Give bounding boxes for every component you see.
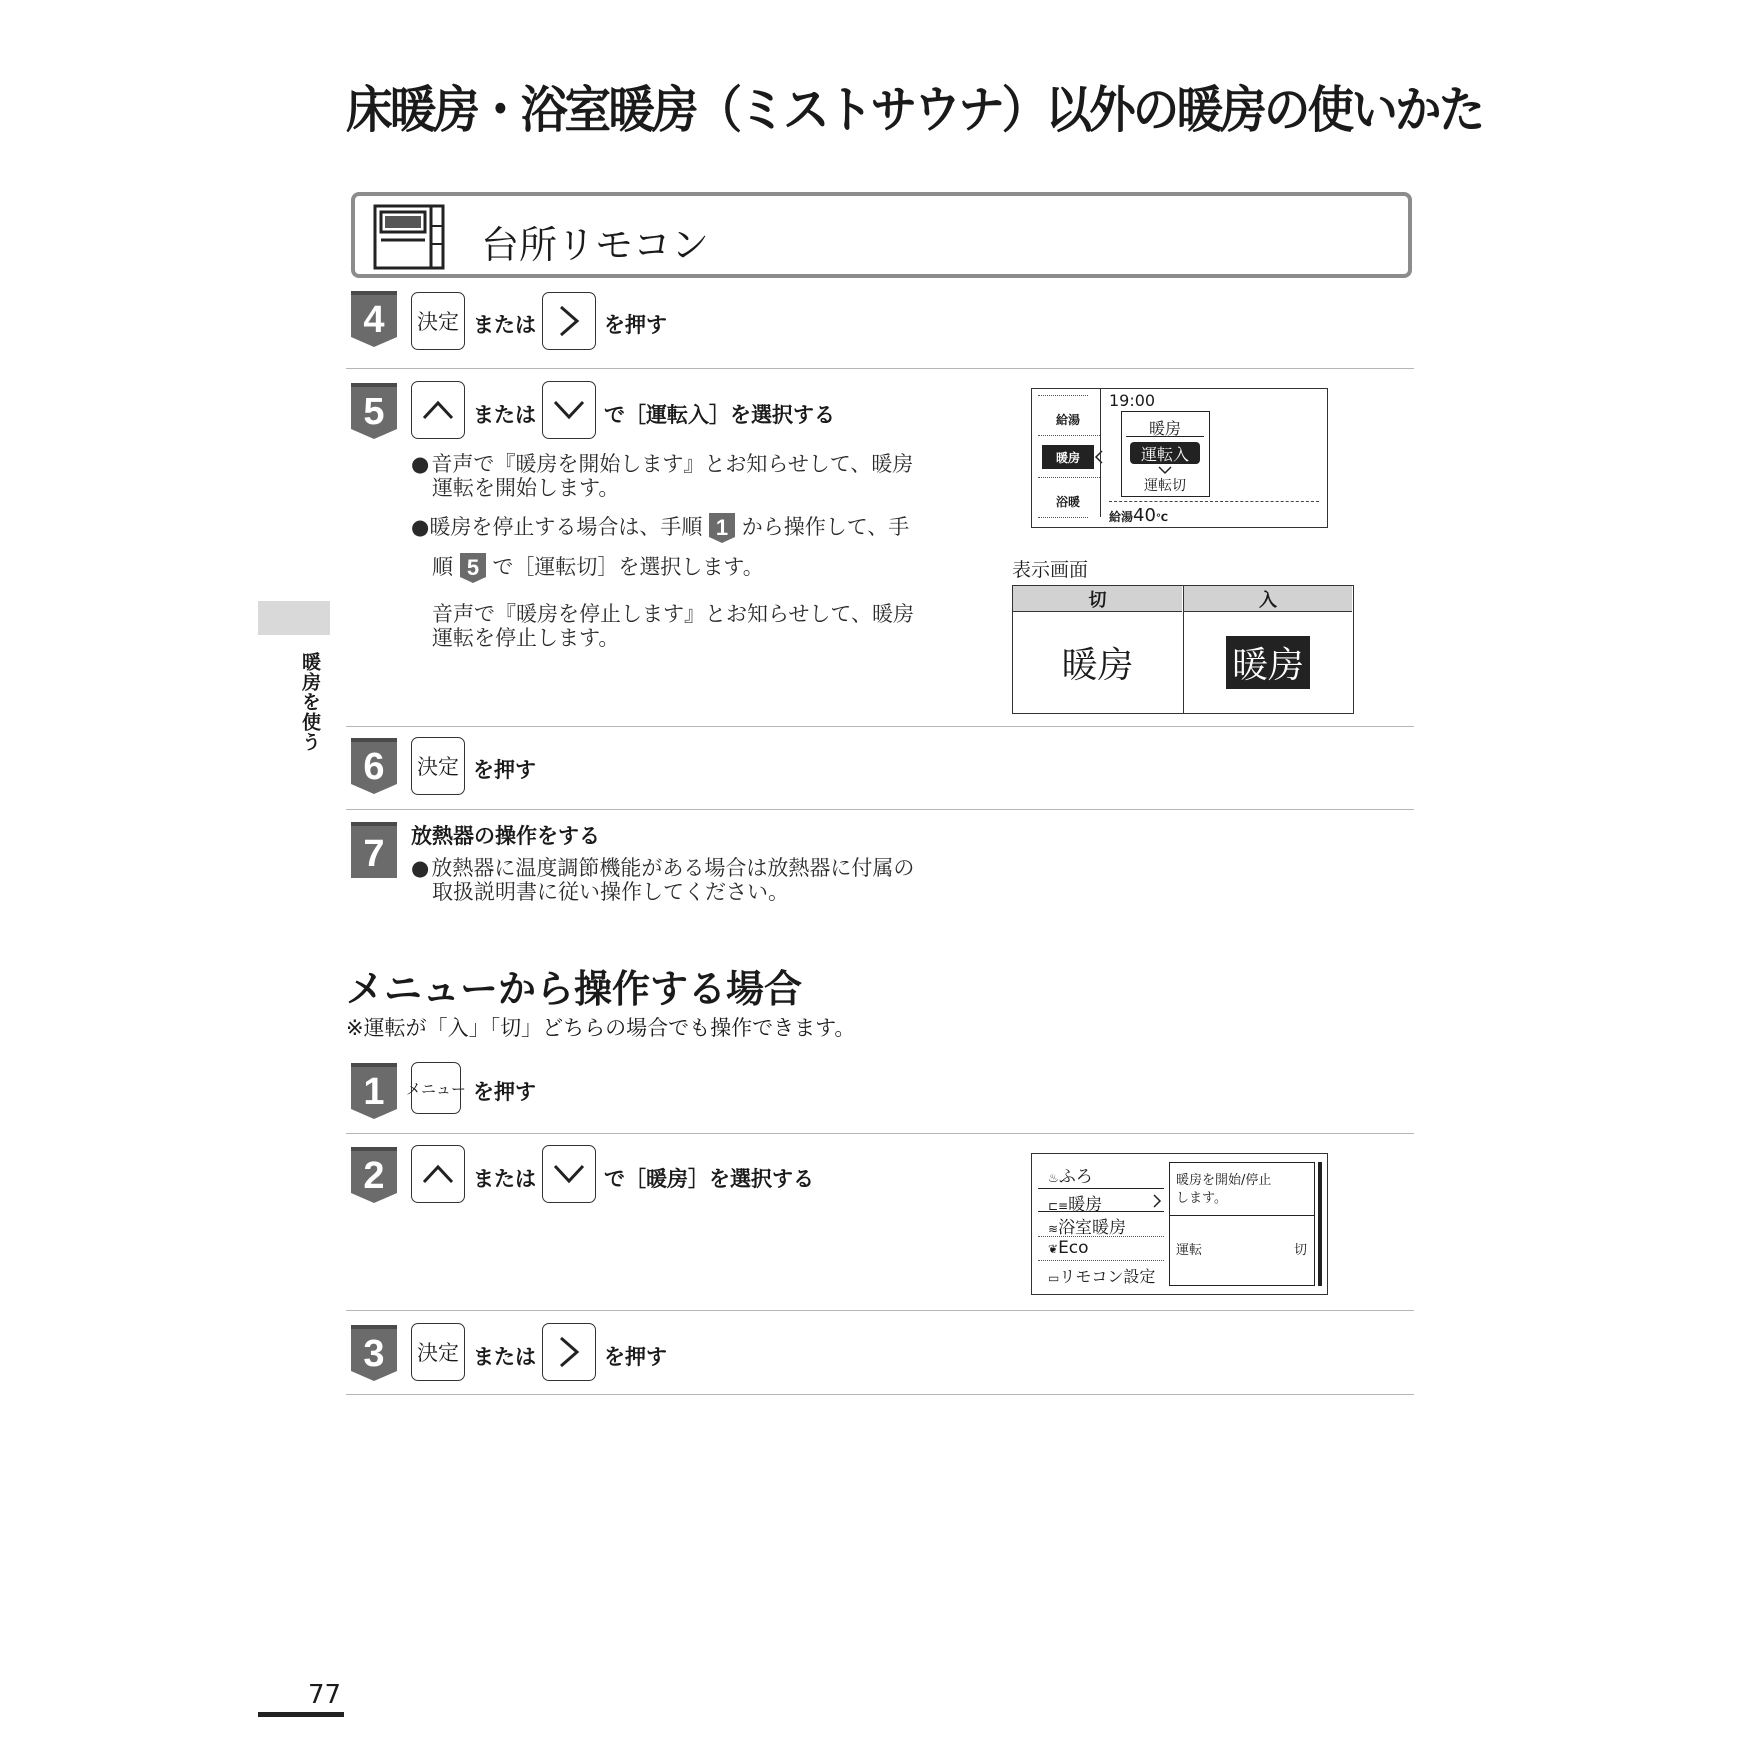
- page-title: 床暖房・浴室暖房（ミストサウナ）以外の暖房の使いかた: [346, 81, 1483, 139]
- push-label: を押す: [604, 313, 667, 337]
- up-arrow-button[interactable]: [411, 1145, 465, 1203]
- divider: [1038, 517, 1088, 518]
- or-label: または: [473, 403, 536, 427]
- step-ref-badge-5: [460, 553, 486, 583]
- table-cell-on: [1183, 612, 1352, 713]
- step7-title: 放熱器の操作をする: [411, 824, 600, 848]
- kettei-button[interactable]: 決定: [411, 1323, 465, 1381]
- step-m2-instruction: で［暖房］を選択する: [604, 1167, 814, 1191]
- divider: [1100, 389, 1101, 517]
- lcd-status-value: 切: [1294, 1243, 1308, 1258]
- right-arrow-button[interactable]: [542, 292, 596, 350]
- remote-display-screen: [1031, 388, 1328, 528]
- divider: [1038, 477, 1100, 478]
- step-badge-2: [351, 1147, 397, 1203]
- up-arrow-icon: [421, 398, 455, 422]
- step-number-4: 4: [363, 299, 385, 341]
- lcd-footer: [1109, 505, 1168, 526]
- text-run: で［運転切］を選択します。: [492, 555, 764, 579]
- step7-bullet-line1: ● 放熱器に温度調節機能がある場合は放熱器に付属の: [411, 856, 914, 880]
- lcd-popup-title: 暖房: [1148, 419, 1181, 438]
- step5-instruction: で［運転入］を選択する: [604, 403, 835, 427]
- right-arrow-icon: [557, 1335, 581, 1369]
- text-run: 順: [432, 555, 453, 579]
- bullet-icon: ●: [411, 515, 430, 539]
- divider: [346, 368, 1414, 369]
- divider: [346, 1394, 1414, 1395]
- lcd-time: 19:00: [1109, 391, 1156, 410]
- section-note: ※運転が「入」「切」どちらの場合でも操作できます。: [346, 1016, 856, 1040]
- divider: [1038, 1260, 1164, 1261]
- svg-text:1: 1: [715, 515, 729, 540]
- down-arrow-icon: [552, 398, 586, 422]
- lcd-detail-line2: します。: [1176, 1191, 1227, 1206]
- right-arrow-button[interactable]: [542, 1323, 596, 1381]
- side-tab: [258, 601, 330, 635]
- or-label: または: [473, 313, 536, 337]
- down-arrow-button[interactable]: [542, 381, 596, 439]
- step-badge-1: [351, 1063, 397, 1119]
- or-label: または: [473, 1167, 536, 1191]
- lcd-menu-item: ▭リモコン設定: [1048, 1267, 1156, 1286]
- step5-bullet1-line1: ● 音声で『暖房を開始します』とお知らせして、暖房: [411, 452, 913, 476]
- lcd-footer-label: 給湯: [1109, 510, 1134, 524]
- state-on-label: 暖房: [1226, 636, 1310, 689]
- step-number-6: 6: [363, 746, 385, 788]
- step-badge-7: [351, 822, 397, 878]
- lcd-footer-temp: 40: [1133, 505, 1156, 526]
- divider: [1038, 1236, 1164, 1237]
- push-label: を押す: [473, 1080, 536, 1104]
- lcd-menu-item-selected: ⊏≡暖房: [1038, 1188, 1164, 1212]
- side-tab-label: 暖房を使う: [299, 652, 321, 752]
- up-arrow-button[interactable]: [411, 381, 465, 439]
- page-number: 77: [308, 1680, 342, 1710]
- chevron-right-icon: [1152, 1193, 1162, 1209]
- lcd-popup: [1121, 411, 1210, 497]
- divider: [1126, 436, 1204, 437]
- lcd-detail-panel: [1169, 1162, 1315, 1286]
- remote-header: [351, 192, 1412, 278]
- step-number-2: 2: [363, 1155, 385, 1197]
- step5-bullet2-line1: [411, 513, 909, 543]
- step5-note-line1: 音声で『暖房を停止します』とお知らせして、暖房: [432, 602, 914, 626]
- lcd-menu-item: ≋浴室暖房: [1048, 1218, 1127, 1238]
- menu-display-screen: [1031, 1153, 1328, 1295]
- step-number-5: 5: [363, 391, 385, 433]
- step-ref-badge-1: [709, 513, 735, 543]
- text-run: から操作して、手: [741, 515, 910, 539]
- bath-icon: ♨: [1048, 1171, 1059, 1185]
- remote-settings-icon: ▭: [1048, 1271, 1060, 1285]
- table-cell-off: [1013, 612, 1182, 713]
- step5-bullet2-line2: [432, 553, 764, 583]
- kettei-button[interactable]: 決定: [411, 292, 465, 350]
- push-label: を押す: [473, 758, 536, 782]
- lcd-menu-list: [1038, 1158, 1164, 1290]
- divider: [1170, 1215, 1314, 1216]
- text-run: 暖房を停止する場合は、手順: [429, 515, 703, 539]
- svg-text:5: 5: [466, 555, 479, 580]
- table-caption: 表示画面: [1012, 559, 1089, 581]
- step5-note-line2: 運転を停止します。: [432, 626, 620, 650]
- step-badge-3: [351, 1325, 397, 1381]
- lcd-side-item: 給湯: [1056, 413, 1081, 427]
- section-heading: メニューから操作する場合: [346, 967, 803, 1011]
- lcd-status-label: 運転: [1176, 1243, 1203, 1258]
- leaf-icon: ❦: [1048, 1242, 1059, 1256]
- lcd-option-off: 運転切: [1144, 478, 1186, 494]
- divider: [1109, 501, 1319, 502]
- step-badge-4: [351, 291, 397, 347]
- or-label: または: [473, 1345, 536, 1369]
- push-label: を押す: [604, 1345, 667, 1369]
- lcd-side-item: 浴暖: [1056, 495, 1081, 509]
- lcd-menu-item: ♨ふろ: [1048, 1167, 1093, 1187]
- lcd-menu-item: ❦Eco: [1048, 1238, 1089, 1258]
- step-badge-5: [351, 383, 397, 439]
- step-number-7: 7: [363, 833, 385, 875]
- step5-bullet1-line2: 運転を開始します。: [432, 476, 620, 500]
- up-arrow-icon: [421, 1162, 455, 1186]
- step-badge-6: [351, 738, 397, 794]
- chevron-down-icon: [1157, 465, 1173, 475]
- remote-label: 台所リモコン: [481, 223, 710, 267]
- bathroom-heater-icon: ≋: [1048, 1222, 1059, 1236]
- down-arrow-icon: [552, 1162, 586, 1186]
- menu-button[interactable]: メニュー: [411, 1062, 461, 1114]
- down-arrow-button[interactable]: [542, 1145, 596, 1203]
- chevron-left-icon: [1094, 449, 1104, 465]
- divider: [346, 726, 1414, 727]
- divider: [1038, 395, 1088, 396]
- kitchen-remote-icon: [373, 204, 445, 270]
- lcd-scrollbar: [1318, 1162, 1322, 1286]
- divider: [1038, 435, 1100, 436]
- divider: [346, 1310, 1414, 1311]
- page-number-rule: [258, 1712, 344, 1717]
- step-number-1: 1: [363, 1071, 385, 1113]
- table-header-on: 入: [1183, 586, 1352, 612]
- lcd-detail-line1: 暖房を開始/停止: [1176, 1173, 1272, 1188]
- right-arrow-icon: [557, 304, 581, 338]
- step-number-3: 3: [363, 1333, 385, 1375]
- divider: [346, 1133, 1414, 1134]
- heater-icon: ⊏≡: [1048, 1199, 1069, 1213]
- lcd-footer-unit: ℃: [1155, 513, 1169, 524]
- step7-bullet-line2: 取扱説明書に従い操作してください。: [432, 880, 789, 904]
- lcd-side-item-selected: 暖房: [1042, 445, 1094, 469]
- divider: [346, 809, 1414, 810]
- display-state-table: [1012, 585, 1354, 714]
- lcd-option-on-selected: 運転入: [1130, 442, 1200, 464]
- table-header-off: 切: [1013, 586, 1182, 612]
- kettei-button[interactable]: 決定: [411, 737, 465, 795]
- state-off-label: 暖房: [1061, 645, 1134, 686]
